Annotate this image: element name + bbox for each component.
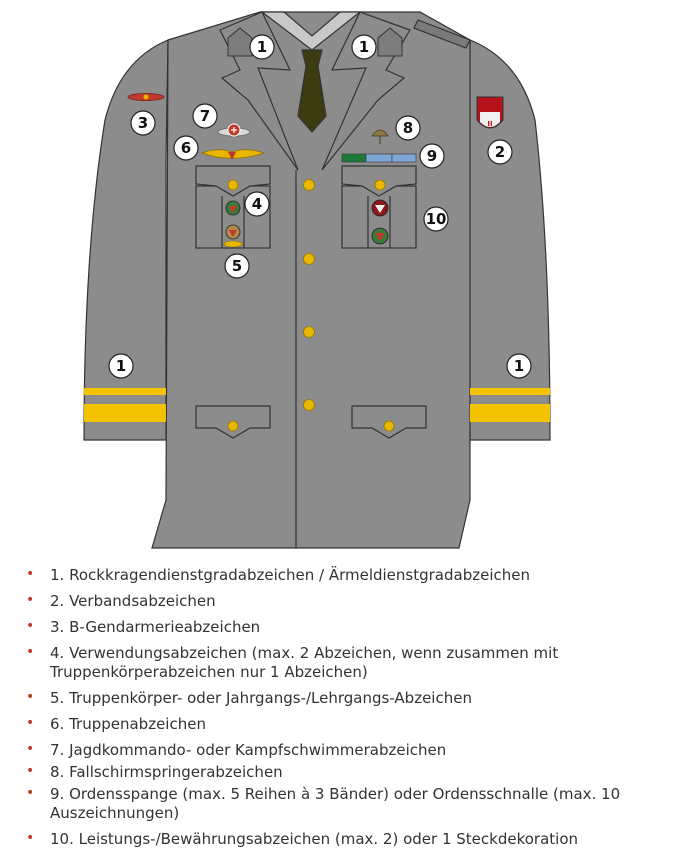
legend-text: 9. Ordensspange (max. 5 Reihen à 3 Bänder) oder Ordensschnalle (max. 10 Auszeichnungen) bbox=[50, 785, 621, 822]
legend-item bbox=[22, 785, 662, 823]
callout-number: 3 bbox=[137, 114, 149, 132]
bullet-icon: • bbox=[26, 715, 35, 731]
callout-sleeve-right bbox=[507, 354, 531, 378]
bullet-icon: • bbox=[26, 618, 35, 634]
callout-number: 9 bbox=[426, 147, 438, 165]
legend-text: 4. Verwendungsabzeichen (max. 2 Abzeichen, wenn zusammen mit Truppenkörperabzeichen nur 1 Abzeichen) bbox=[50, 644, 559, 681]
legend-text: 2. Verbandsabzeichen bbox=[50, 592, 216, 610]
button bbox=[304, 180, 315, 191]
button bbox=[384, 421, 394, 431]
callout-number: 1 bbox=[256, 38, 268, 56]
callout-number: 1 bbox=[115, 357, 127, 375]
legend-item bbox=[22, 566, 662, 585]
unit-shield-icon bbox=[477, 97, 503, 128]
bullet-icon: • bbox=[26, 785, 35, 801]
callout-number: 10 bbox=[425, 210, 447, 228]
callout-troop-wings bbox=[174, 136, 198, 160]
callout-number: 4 bbox=[251, 195, 263, 213]
legend-text: 7. Jagdkommando- oder Kampfschwimmerabzeichen bbox=[50, 741, 447, 759]
jacket bbox=[84, 12, 550, 548]
legend-text: 5. Truppenkörper- oder Jahrgangs-/Lehrgangs-Abzeichen bbox=[50, 689, 472, 707]
left-sleeve-stripe-thin bbox=[84, 388, 166, 395]
callout-collar-right bbox=[352, 35, 376, 59]
bullet-icon: • bbox=[26, 741, 35, 757]
legend-item bbox=[22, 830, 662, 849]
gendarmerie-badge-icon bbox=[128, 94, 164, 101]
callout-collar-left bbox=[250, 35, 274, 59]
right-sleeve-stripe-thin bbox=[470, 388, 550, 395]
bullet-icon: • bbox=[26, 763, 35, 779]
callout-parachute-badge bbox=[396, 116, 420, 140]
callout-jagdkommando-badge bbox=[193, 104, 217, 128]
legend-text: 6. Truppenabzeichen bbox=[50, 715, 206, 733]
callout-performance-badges bbox=[424, 207, 448, 231]
callout-number: 7 bbox=[199, 107, 211, 125]
legend-item bbox=[22, 618, 662, 637]
callout-unit-badge bbox=[488, 140, 512, 164]
legend-text: 3. B-Gendarmerieabzeichen bbox=[50, 618, 261, 636]
callout-usage-badges bbox=[245, 192, 269, 216]
callout-gendarmerie-badge bbox=[131, 111, 155, 135]
right-sleeve-stripe-thick bbox=[470, 404, 550, 422]
callout-number: 2 bbox=[494, 143, 506, 161]
bullet-icon: • bbox=[26, 644, 35, 660]
bullet-icon: • bbox=[26, 830, 35, 846]
legend-item bbox=[22, 644, 662, 682]
button bbox=[375, 180, 385, 190]
legend-list bbox=[22, 566, 662, 856]
legend-item bbox=[22, 741, 662, 760]
callout-number: 1 bbox=[358, 38, 370, 56]
legend-item bbox=[22, 592, 662, 611]
bullet-icon: • bbox=[26, 566, 35, 582]
legend-text: 10. Leistungs-/Bewährungsabzeichen (max. 2) oder 1 Steckdekoration bbox=[50, 830, 579, 848]
button bbox=[228, 421, 238, 431]
ribbon-bar-icon bbox=[342, 154, 416, 162]
callout-number: 8 bbox=[402, 119, 414, 137]
button bbox=[304, 327, 315, 338]
callout-sleeve-left bbox=[109, 354, 133, 378]
callout-ribbon-bar bbox=[420, 144, 444, 168]
legend-item bbox=[22, 715, 662, 734]
bullet-icon: • bbox=[26, 592, 35, 608]
bullet-icon: • bbox=[26, 689, 35, 705]
button bbox=[228, 180, 238, 190]
legend-text: 8. Fallschirmspringerabzeichen bbox=[50, 763, 283, 781]
left-sleeve-stripe-thick bbox=[84, 404, 166, 422]
callout-number: 6 bbox=[180, 139, 192, 157]
legend-item bbox=[22, 763, 662, 782]
legend-item bbox=[22, 689, 662, 708]
button bbox=[304, 400, 315, 411]
legend-text: 1. Rockkragendienstgradabzeichen / Ärmeldienstgradabzeichen bbox=[50, 566, 530, 584]
callout-number: 5 bbox=[231, 257, 243, 275]
callout-troop-badge bbox=[225, 254, 249, 278]
callout-number: 1 bbox=[513, 357, 525, 375]
button bbox=[304, 254, 315, 265]
unit-roman-numeral: II bbox=[487, 120, 493, 128]
